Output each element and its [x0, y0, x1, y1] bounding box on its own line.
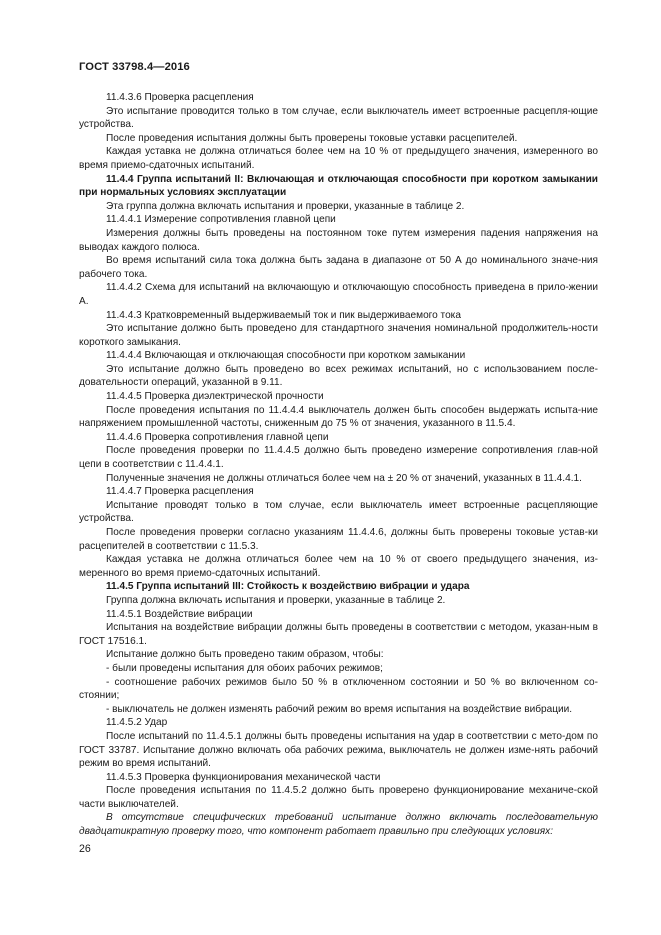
paragraph: Это испытание должно быть проведено для стандартного значения номинальной продолжитель-ности короткого замыкания. [79, 323, 598, 348]
paragraph: 11.4.4.2 Схема для испытаний на включающую и отключающую способность приведена в прило-жении А. [79, 282, 598, 307]
paragraph: Измерения должны быть проведены на постоянном токе путем измерения падения напряжения на выводах каждого полюса. [79, 227, 598, 253]
paragraph: Испытание должно быть проведено таким образом, чтобы: [106, 649, 384, 661]
paragraph: После проведения проверки согласно указаниям 11.4.4.6, должны быть проверены токовые устав-ки расцепителей в соответствии с 11.5.3. [79, 527, 598, 552]
paragraph: 11.4.3.6 Проверка расцепления [106, 92, 254, 103]
paragraph: Группа должна включать испытания и проверки, указанные в таблице 2. [106, 594, 446, 606]
paragraph: Эта группа должна включать испытания и проверки, указанные в таблице 2. [106, 200, 465, 212]
paragraph: 11.4.4.1 Измерение сопротивления главной цепи [106, 214, 336, 226]
paragraph: 11.4.5.1 Воздействие вибрации [106, 608, 253, 620]
paragraph: Каждая уставка не должна отличаться более чем на 10 % от предыдущего значения, измеренного во время приемо-сдаточных испытаний. [79, 146, 598, 171]
document-body [79, 91, 598, 839]
document-header: ГОСТ 33798.4—2016 [79, 61, 190, 73]
paragraph: После проведения испытания должны быть проверены токовые уставки расцепителей. [106, 132, 518, 144]
paragraph: Каждая уставка не должна отличаться более чем на 10 % от своего предыдущего значения, из-меренного во время приемо-сдаточных испытаний. [79, 554, 598, 579]
paragraph: Это испытание проводится только в том случае, если выключатель имеет встроенные расцепля-ющие устройства. [79, 105, 598, 131]
paragraph: 11.4.4.5 Проверка диэлектрической прочности [106, 391, 324, 403]
paragraph: 11.4.4 Группа испытаний II: Включающая и отключающая способности при коротком замыкании при нормальных условиях эксплуатации [79, 173, 598, 199]
paragraph: 11.4.5 Группа испытаний III: Стойкость к воздействию вибрации и удара [106, 581, 470, 593]
paragraph: Это испытание должно быть проведено во всех режимах испытаний, но с использованием после-довательности операций, указанной в 9.11. [79, 363, 598, 389]
paragraph: Полученные значения не должны отличаться более чем на ± 20 % от значений, указанных в 11.4.4.1. [106, 472, 582, 484]
paragraph: Испытание проводят только в том случае, если выключатель имеет встроенные расцепляющие устройства. [79, 499, 598, 525]
paragraph: 11.4.5.3 Проверка функционирования механической части [106, 771, 381, 783]
paragraph: Во время испытаний сила тока должна быть задана в диапазоне от 50 А до номинального значе-ния рабочего тока. [79, 255, 598, 280]
paragraph: После проведения проверки по 11.4.4.5 должно быть проведено измерение сопротивления глав-ной цепи в соответствии с 11.4.4.1. [79, 445, 598, 471]
paragraph: После проведения испытания по 11.4.4.4 выключатель должен быть способен выдержать испыта-ние напряжением промышленной частоты, сниженным до 75 % от значения, указанного в 11.5.4. [79, 404, 598, 430]
paragraph: 11.4.4.4 Включающая и отключающая способности при коротком замыкании [106, 350, 466, 362]
paragraph: 11.4.4.3 Кратковременный выдерживаемый ток и пик выдерживаемого тока [106, 309, 461, 321]
paragraph: - соотношение рабочих режимов было 50 % в отключенном состоянии и 50 % во включенном со-стоянии; [79, 676, 598, 702]
paragraph: 11.4.4.6 Проверка сопротивления главной цепи [106, 431, 329, 443]
paragraph: 11.4.5.2 Удар [106, 717, 168, 729]
page-number: 26 [79, 843, 91, 855]
paragraph: После проведения испытания по 11.4.5.2 должно быть проверено функционирование механиче-ской части выключателей. [79, 785, 598, 810]
paragraph: - были проведены испытания для обоих рабочих режимов; [106, 662, 383, 674]
paragraph: В отсутствие специфических требований испытание должно включать последовательную двадцатикратную проверку того, что компонент работает правильно при следующих условиях: [79, 812, 598, 838]
paragraph: 11.4.4.7 Проверка расцепления [106, 486, 254, 498]
paragraph: После испытаний по 11.4.5.1 должны быть проведены испытания на удар в соответствии с мето-дом по ГОСТ 33787. Испытание должно включать оба рабочих режима, выключатель не должен изме-нять рабочий режим во время испытаний. [79, 730, 598, 770]
paragraph: - выключатель не должен изменять рабочий режим во время испытания на воздействие вибрации. [106, 703, 573, 715]
paragraph: Испытания на воздействие вибрации должны быть проведены в соответствии с методом, указан-ным в ГОСТ 17516.1. [79, 622, 598, 647]
